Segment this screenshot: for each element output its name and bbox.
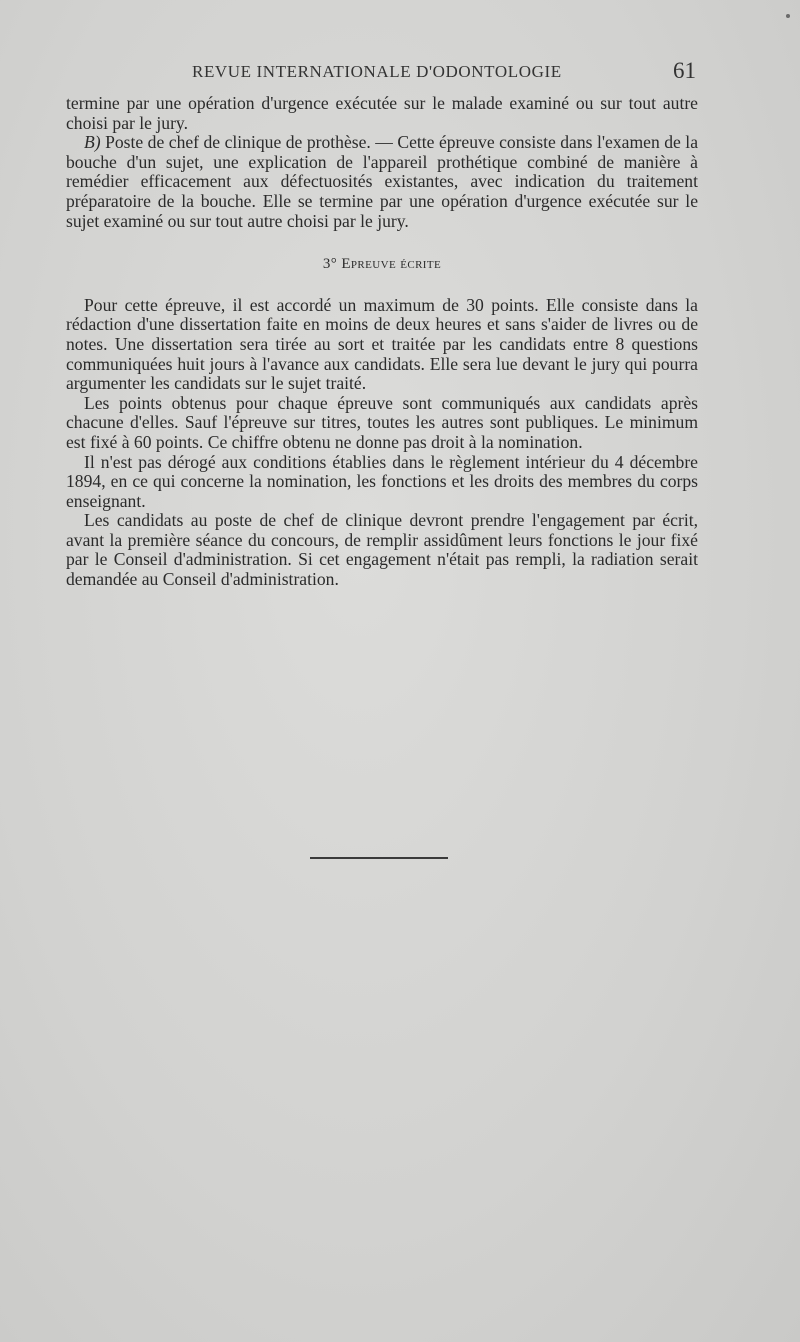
section-heading: 3° Epreuve écrite [322, 256, 442, 273]
paper-speck [786, 14, 790, 18]
page-number: 61 [673, 58, 696, 83]
paragraph-continuation: termine par une opération d'urgence exécutée sur le malade examiné ou sur tout autre choisi par le jury. [66, 93, 698, 133]
paragraph-label: B) [84, 132, 101, 153]
running-title: REVUE INTERNATIONALE D'ODONTOLOGIE [192, 62, 562, 81]
paragraph-points: Les points obtenus pour chaque épreuve sont communiqués aux candidats après chacune d'elles. Sauf l'épreuve sur titres, toutes les autres sont publiques. Le minimum est fixé à 60 points. Ce chiffre obtenu ne donne pas droit à la nomination. [66, 392, 698, 452]
paragraph-engagement: Les candidats au poste de chef de clinique devront prendre l'engagement par écrit, avant la première séance du concours, de remplir assidûment leurs fonctions le jour fixé par le Conseil d'administration. Si cet engagement n'était pas rempli, la radiation serait demandée au Conseil d'administration. [66, 510, 698, 590]
end-rule [310, 857, 448, 859]
paragraph-reglement: Il n'est pas dérogé aux conditions établies dans le règlement intérieur du 4 décembre 1894, en ce qui concerne la nomination, les fonctions et les droits des membres du corps enseignant. [66, 451, 698, 511]
page-header [66, 58, 698, 88]
body-text [66, 94, 698, 590]
paragraph-epreuve-ecrite: Pour cette épreuve, il est accordé un maximum de 30 points. Elle consiste dans la rédaction d'une dissertation faite en moins de deux heures et sans s'aider de livres ou de notes. Une dissertation sera tirée au sort et traitée par les candidats entre 8 questions communiquées huit jours à l'avance aux candidats. Elle sera lue devant le jury qui pourra argumenter les candidats sur le sujet traité. [66, 294, 698, 394]
paragraph-poste-chef-clinique [66, 133, 698, 231]
paragraph-text: Poste de chef de clinique de prothèse. — Cette épreuve consiste dans l'examen de la bouche d'un sujet, une explication de l'appareil prothétique combiné de manière à remédier efficacement aux défectuosités existantes, avec indication du traitement préparatoire de la bouche. Elle se termine par une opération d'urgence exécutée sur le sujet examiné ou sur tout autre choisi par le jury. [66, 132, 698, 231]
